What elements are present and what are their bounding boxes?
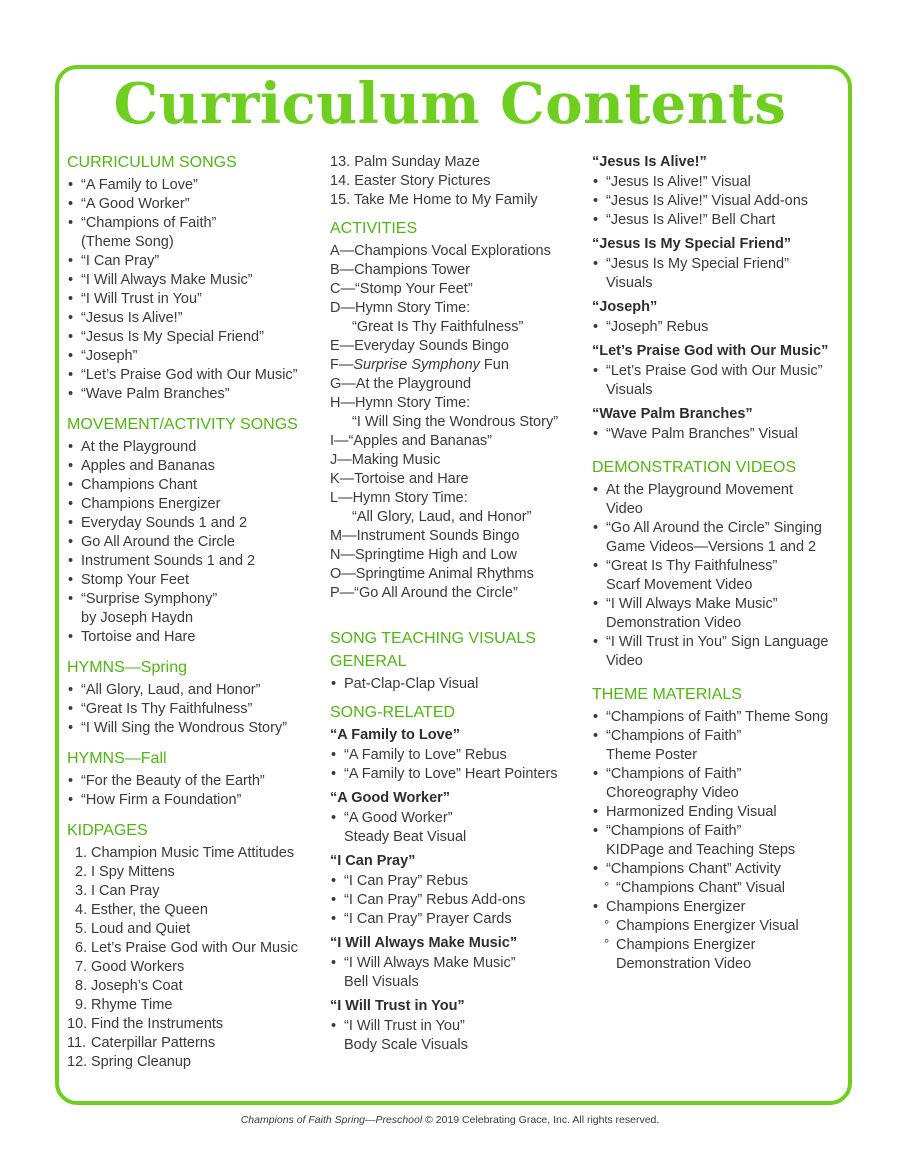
group-list — [592, 362, 842, 400]
list-item: • Harmonized Ending Visual — [592, 803, 842, 822]
list-item — [67, 214, 317, 252]
item-text: Take Me Home to My Family — [353, 192, 538, 208]
section-heading: SONG-RELATED — [330, 704, 456, 721]
list-item — [330, 809, 582, 847]
item-text: Good Workers — [91, 959, 185, 975]
group-title: “Wave Palm Branches” — [592, 406, 753, 422]
group-title: “A Good Worker” — [330, 790, 451, 806]
general-list — [330, 675, 582, 694]
section-heading: DEMONSTRATION VIDEOS — [592, 459, 797, 476]
list-item: • “A Family to Love” — [67, 176, 317, 195]
item-text-cont: Demonstration Video — [606, 615, 742, 631]
list-item — [67, 901, 317, 920]
column-1 — [67, 153, 317, 1072]
list-item — [592, 519, 842, 557]
section-heading: CURRICULUM SONGS — [67, 154, 237, 171]
item-text: I Can Pray — [91, 883, 160, 899]
list-item — [592, 255, 842, 293]
list-item: • Everyday Sounds 1 and 2 — [67, 514, 317, 533]
list-item: I—“Apples and Bananas” — [330, 433, 493, 449]
list-item — [67, 590, 317, 628]
list-item: • “Jesus Is Alive!” Visual Add-ons — [592, 192, 842, 211]
group-list — [592, 255, 842, 293]
list-item — [592, 557, 842, 595]
list-item — [592, 633, 842, 671]
item-text: Champion Music Time Attitudes — [91, 845, 295, 861]
item-number: 13. — [330, 154, 351, 170]
list-item: • “Wave Palm Branches” Visual — [592, 425, 842, 444]
sub-list-item: ° Champions Energizer Visual — [592, 917, 842, 936]
list-item — [330, 153, 582, 172]
group-title: “Jesus Is Alive!” — [592, 154, 707, 170]
item-text-cont: Visuals — [606, 275, 653, 291]
list-item: P—“Go All Around the Circle” — [330, 585, 518, 601]
sub-list-item — [592, 936, 842, 974]
item-text: “Jesus Is My Special Friend” — [606, 256, 789, 272]
group-list — [330, 809, 582, 847]
list-item: • “How Firm a Foundation” — [67, 791, 317, 810]
item-number: 10. — [67, 1016, 88, 1032]
list-item: • “All Glory, Laud, and Honor” — [67, 681, 317, 700]
list-item — [67, 1053, 317, 1072]
list-item — [592, 765, 842, 803]
item-number: 15. — [330, 192, 351, 208]
item-text: At the Playground Movement — [606, 482, 793, 498]
item-text: D—Hymn Story Time: — [330, 300, 471, 316]
item-text: L—Hymn Story Time: — [330, 490, 468, 506]
hymns-spring-list — [67, 681, 317, 738]
item-text: Champions Energizer — [616, 937, 756, 953]
item-text: “A Good Worker” — [344, 810, 453, 826]
item-text-cont: Body Scale Visuals — [344, 1037, 468, 1053]
group-list — [592, 318, 842, 337]
item-text-cont: KIDPage and Teaching Steps — [606, 842, 796, 858]
item-number: 9. — [75, 997, 88, 1013]
item-text: “Go All Around the Circle” Singing — [606, 520, 822, 536]
item-text-cont: “All Glory, Laud, and Honor” — [352, 509, 532, 525]
footer-product: Champions of Faith Spring—Preschool — [240, 1114, 423, 1126]
item-text: “Champions of Faith” — [81, 215, 217, 231]
section-heading: MOVEMENT/ACTIVITY SONGS — [67, 416, 298, 433]
list-item — [67, 1034, 317, 1053]
list-item: • Champions Energizer — [67, 495, 317, 514]
section-heading: GENERAL — [330, 653, 407, 670]
list-item: • “I Will Trust in You” — [67, 290, 317, 309]
group-list — [330, 954, 582, 992]
section-heading: HYMNS—Spring — [67, 659, 188, 676]
list-item: K—Tortoise and Hare — [330, 471, 469, 487]
list-item: J—Making Music — [330, 452, 441, 468]
list-item — [330, 489, 582, 527]
list-item — [330, 356, 582, 375]
list-item: B—Champions Tower — [330, 262, 470, 278]
list-item — [592, 822, 842, 860]
list-item: • “I Will Sing the Wondrous Story” — [67, 719, 317, 738]
list-item: • “Jesus Is Alive!” — [67, 309, 317, 328]
list-item: • “Champions of Faith” Theme Song — [592, 708, 842, 727]
item-text-cont: Video — [606, 653, 643, 669]
column-3 — [592, 153, 842, 974]
kidpages-list-cont — [330, 153, 582, 210]
list-item: • “I Will Always Make Music” — [67, 271, 317, 290]
list-item: O—Springtime Animal Rhythms — [330, 566, 534, 582]
item-number: 1. — [75, 845, 88, 861]
list-item: • “A Family to Love” Heart Pointers — [330, 765, 582, 784]
group-title: “Jesus Is My Special Friend” — [592, 236, 792, 252]
item-text: “Champions of Faith” — [606, 728, 742, 744]
item-text: Rhyme Time — [91, 997, 173, 1013]
list-item — [67, 882, 317, 901]
list-item — [330, 172, 582, 191]
sub-list-item: ° “Champions Chant” Visual — [592, 879, 842, 898]
item-text-cont: “I Will Sing the Wondrous Story” — [352, 414, 559, 430]
item-text-cont: Theme Poster — [606, 747, 698, 763]
footer-copyright: © 2019 Celebrating Grace, Inc. All rights reserved. — [422, 1114, 660, 1126]
list-item: • “I Can Pray” — [67, 252, 317, 271]
list-item: • “For the Beauty of the Earth” — [67, 772, 317, 791]
list-item: • Champions Chant — [67, 476, 317, 495]
list-item: E—Everyday Sounds Bingo — [330, 338, 509, 354]
list-item: • “Jesus Is Alive!” Visual — [592, 173, 842, 192]
page-title: Curriculum Contents — [113, 71, 787, 137]
item-text: Palm Sunday Maze — [354, 154, 480, 170]
item-text-cont: Visuals — [606, 382, 653, 398]
item-text: H—Hymn Story Time: — [330, 395, 471, 411]
section-heading: HYMNS—Fall — [67, 750, 167, 767]
item-text: Let’s Praise God with Our Music — [91, 940, 298, 956]
theme-materials-list — [592, 708, 842, 974]
item-text-cont: Demonstration Video — [616, 956, 752, 972]
item-number: 6. — [75, 940, 88, 956]
list-item: • “A Family to Love” Rebus — [330, 746, 582, 765]
list-item: • “Jesus Is Alive!” Bell Chart — [592, 211, 842, 230]
list-item — [330, 191, 582, 210]
list-item — [67, 844, 317, 863]
item-text: “Great Is Thy Faithfulness” — [606, 558, 778, 574]
list-item: • Apples and Bananas — [67, 457, 317, 476]
list-item — [67, 977, 317, 996]
item-text-cont: Game Videos—Versions 1 and 2 — [606, 539, 817, 555]
movement-songs-list — [67, 438, 317, 647]
list-item: • “I Can Pray” Rebus Add-ons — [330, 891, 582, 910]
list-item: A—Champions Vocal Explorations — [330, 243, 551, 259]
hymns-fall-list — [67, 772, 317, 810]
item-text: “I Will Trust in You” Sign Language — [606, 634, 829, 650]
item-text: “I Will Always Make Music” — [344, 955, 516, 971]
section-heading: SONG TEACHING VISUALS — [330, 630, 536, 647]
list-item: • Go All Around the Circle — [67, 533, 317, 552]
list-item: • “Joseph” — [67, 347, 317, 366]
item-text-cont: (Theme Song) — [81, 234, 174, 250]
list-item: • Champions Energizer — [592, 898, 842, 917]
item-number: 2. — [75, 864, 88, 880]
list-item: • “Wave Palm Branches” — [67, 385, 317, 404]
item-text: F— — [330, 357, 354, 373]
item-number: 3. — [75, 883, 88, 899]
copyright-footer — [0, 1114, 900, 1126]
item-text-cont: Choreography Video — [606, 785, 739, 801]
list-item: • Instrument Sounds 1 and 2 — [67, 552, 317, 571]
group-title: “I Will Always Make Music” — [330, 935, 518, 951]
list-item — [67, 996, 317, 1015]
list-item — [330, 1017, 582, 1055]
list-item: • “Great Is Thy Faithfulness” — [67, 700, 317, 719]
list-item: • At the Playground — [67, 438, 317, 457]
item-text: “Champions of Faith” — [606, 766, 742, 782]
list-item: • “I Can Pray” Rebus — [330, 872, 582, 891]
list-item: M—Instrument Sounds Bingo — [330, 528, 520, 544]
item-text-cont: Bell Visuals — [344, 974, 419, 990]
list-item — [330, 299, 582, 337]
group-list — [330, 746, 582, 784]
list-item: • Tortoise and Hare — [67, 628, 317, 647]
item-text-cont: by Joseph Haydn — [81, 610, 194, 626]
item-text: Caterpillar Patterns — [91, 1035, 216, 1051]
section-heading: ACTIVITIES — [330, 220, 418, 237]
list-item — [67, 863, 317, 882]
list-item — [592, 481, 842, 519]
group-list — [592, 425, 842, 444]
list-item — [592, 595, 842, 633]
list-item — [67, 939, 317, 958]
item-text-cont: Video — [606, 501, 643, 517]
curriculum-songs-list — [67, 176, 317, 404]
item-text: Loud and Quiet — [91, 921, 191, 937]
list-item: • “A Good Worker” — [67, 195, 317, 214]
item-text: Find the Instruments — [91, 1016, 224, 1032]
item-text-cont: Steady Beat Visual — [344, 829, 467, 845]
list-item: • “Champions Chant” Activity — [592, 860, 842, 879]
list-item — [592, 727, 842, 765]
item-text: “Let’s Praise God with Our Music” — [606, 363, 823, 379]
list-item: • “Let’s Praise God with Our Music” — [67, 366, 317, 385]
item-number: 11. — [67, 1035, 87, 1051]
section-heading: THEME MATERIALS — [592, 686, 742, 703]
group-title: “Let’s Praise God with Our Music” — [592, 343, 829, 359]
group-title: “A Family to Love” — [330, 727, 460, 743]
item-number: 12. — [67, 1054, 88, 1070]
item-text: “Champions of Faith” — [606, 823, 742, 839]
item-number: 8. — [75, 978, 88, 994]
group-list — [592, 173, 842, 230]
item-number: 4. — [75, 902, 88, 918]
section-heading: KIDPAGES — [67, 822, 148, 839]
item-text: Spring Cleanup — [91, 1054, 191, 1070]
item-text: Joseph’s Coat — [91, 978, 183, 994]
item-text: Fun — [479, 357, 509, 373]
list-item: C—“Stomp Your Feet” — [330, 281, 473, 297]
item-number: 14. — [330, 173, 351, 189]
item-text-cont: “Great Is Thy Faithfulness” — [352, 319, 524, 335]
list-item — [592, 362, 842, 400]
list-item — [67, 920, 317, 939]
list-item — [330, 954, 582, 992]
list-item: N—Springtime High and Low — [330, 547, 517, 563]
item-number: 7. — [75, 959, 88, 975]
activities-list — [330, 242, 582, 603]
list-item: • “I Can Pray” Prayer Cards — [330, 910, 582, 929]
item-text: Esther, the Queen — [91, 902, 208, 918]
item-text: Easter Story Pictures — [354, 173, 491, 189]
group-list — [330, 1017, 582, 1055]
group-title: “I Can Pray” — [330, 853, 416, 869]
list-item: • “Joseph” Rebus — [592, 318, 842, 337]
list-item — [67, 1015, 317, 1034]
kidpages-list — [67, 844, 317, 1072]
item-text: “I Will Trust in You” — [344, 1018, 465, 1034]
group-title: “Joseph” — [592, 299, 658, 315]
group-title: “I Will Trust in You” — [330, 998, 465, 1014]
column-2 — [330, 153, 582, 1055]
item-number: 5. — [75, 921, 88, 937]
item-text: “Surprise Symphony” — [81, 591, 218, 607]
demo-videos-list — [592, 481, 842, 671]
list-item: • Pat-Clap-Clap Visual — [330, 675, 582, 694]
group-list — [330, 872, 582, 929]
item-text: I Spy Mittens — [91, 864, 175, 880]
item-text: “I Will Always Make Music” — [606, 596, 778, 612]
item-text-cont: Scarf Movement Video — [606, 577, 753, 593]
list-item: • Stomp Your Feet — [67, 571, 317, 590]
list-item — [67, 958, 317, 977]
list-item: G—At the Playground — [330, 376, 472, 392]
list-item: • “Jesus Is My Special Friend” — [67, 328, 317, 347]
list-item — [330, 394, 582, 432]
item-title-italic: Surprise Symphony — [353, 357, 480, 373]
